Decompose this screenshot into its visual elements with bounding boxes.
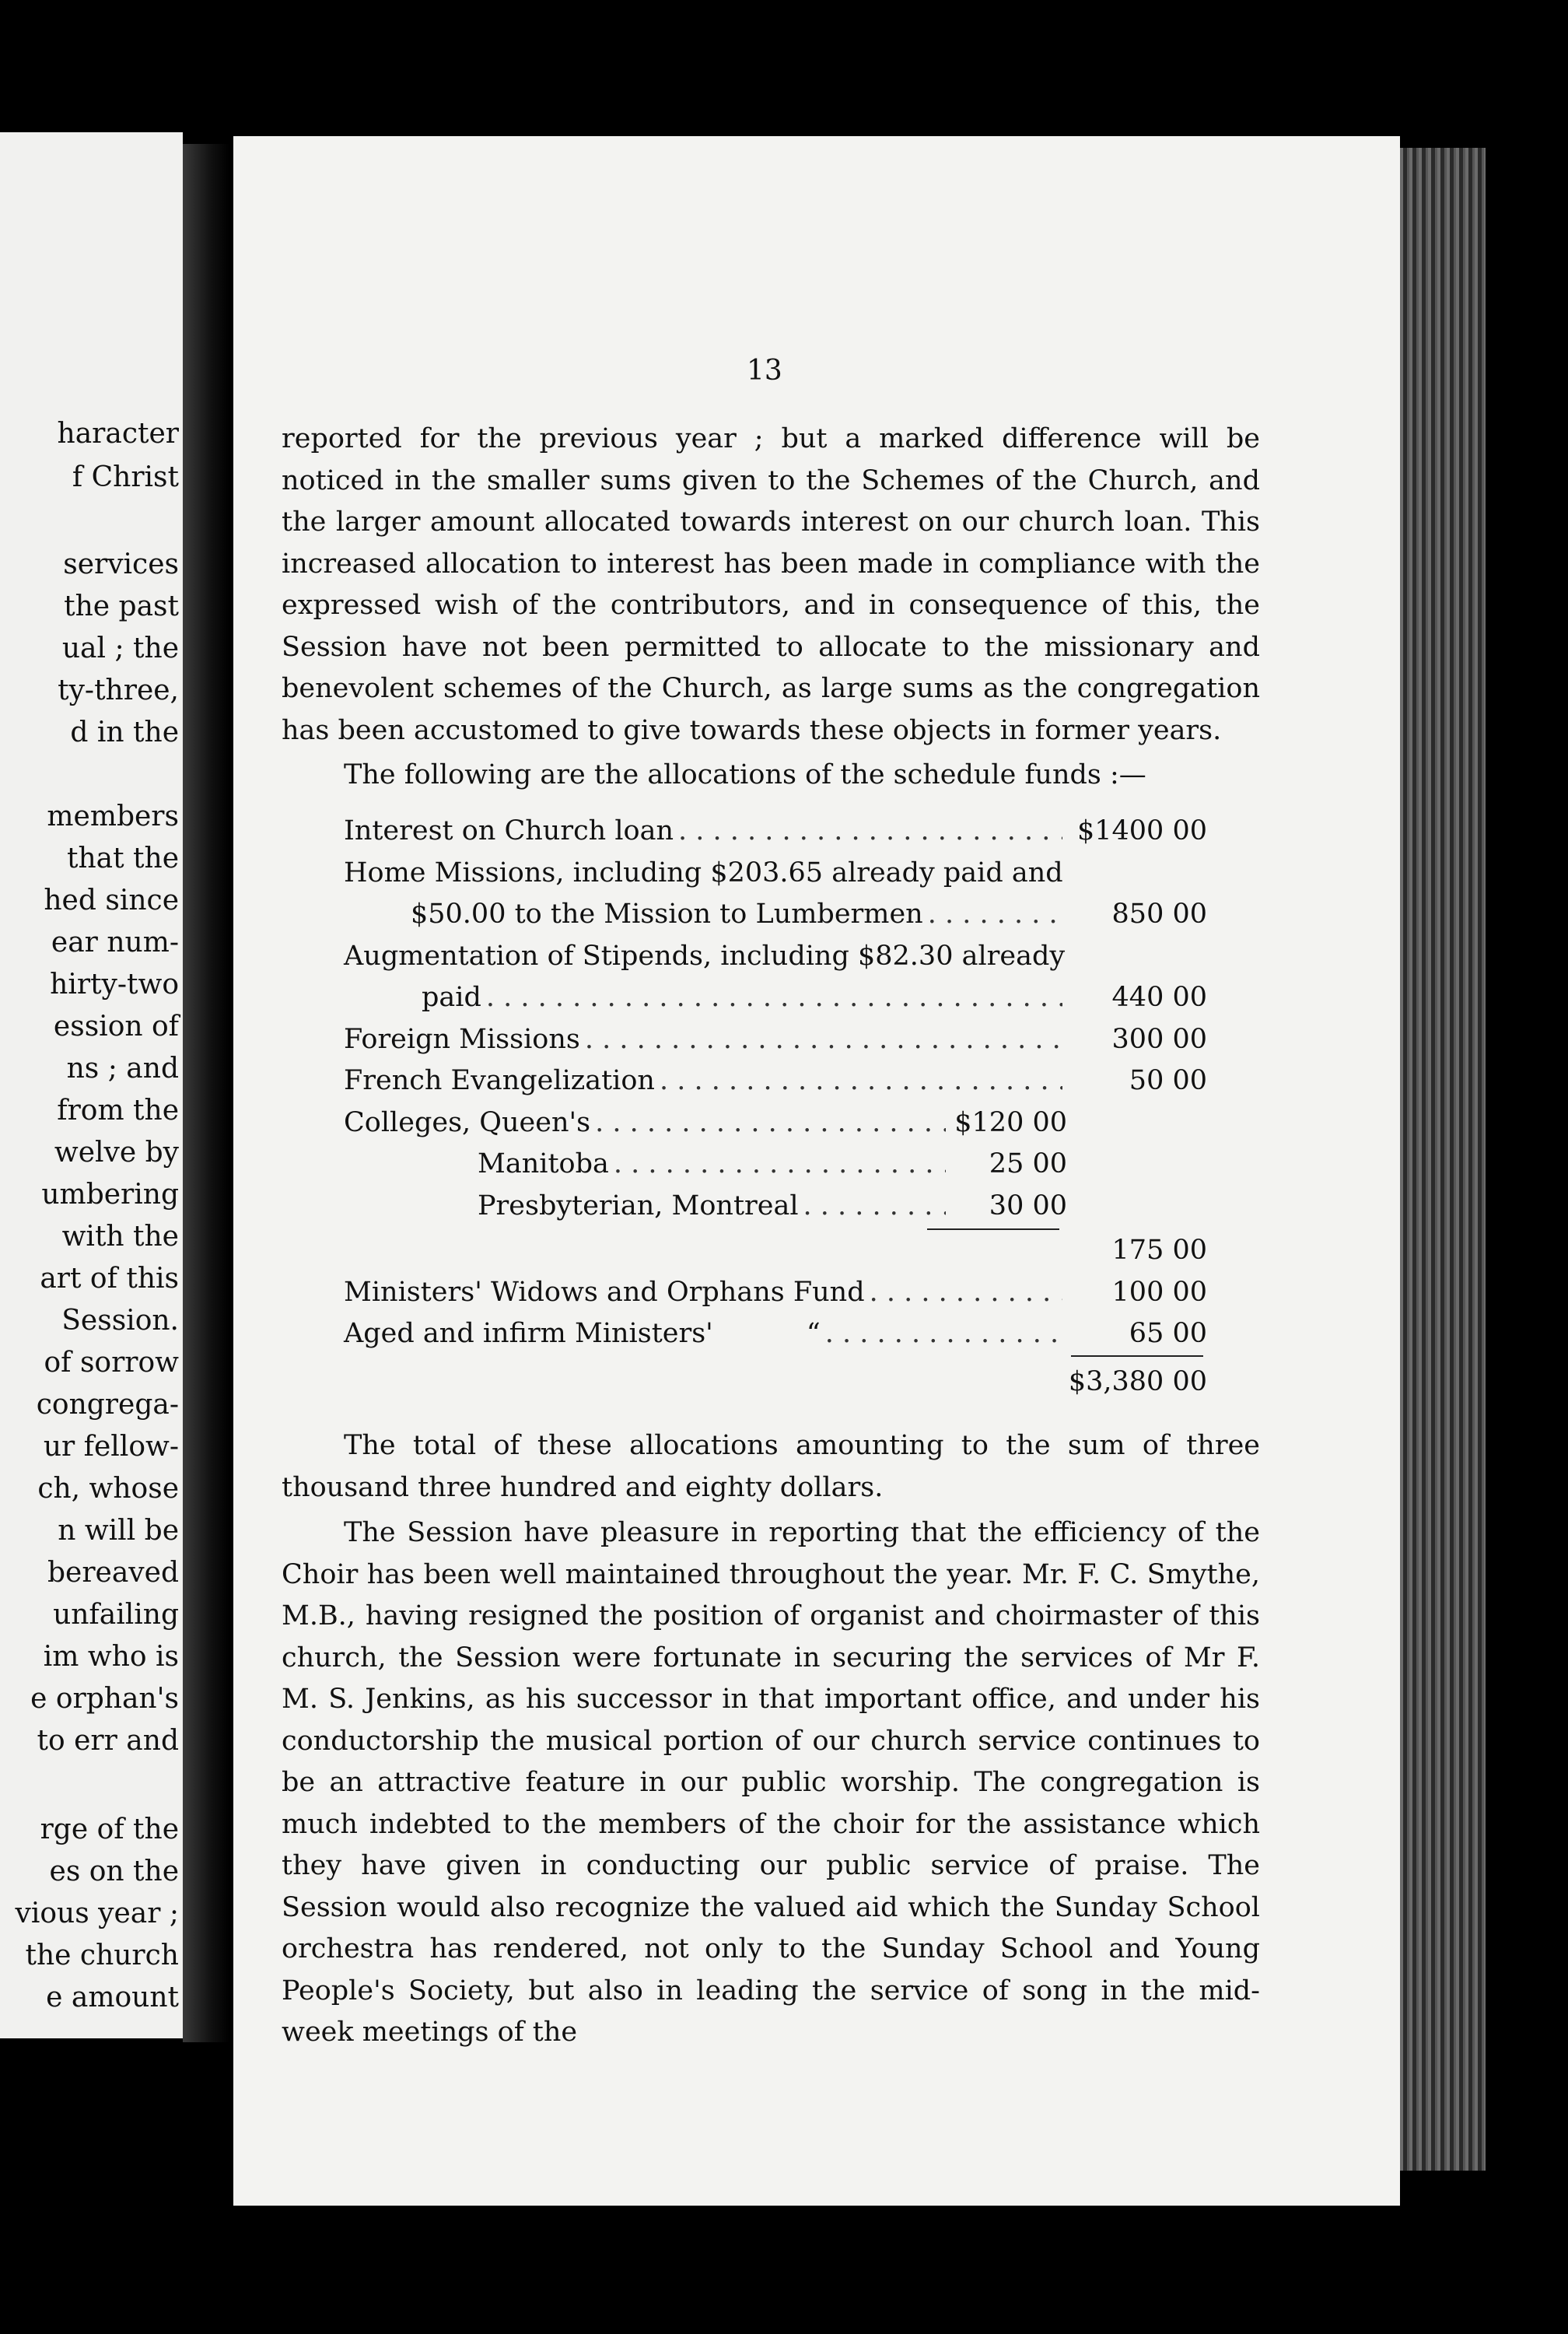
page-edges [1400,148,1486,2171]
left-line: haracter [57,418,179,450]
total-amount: $3,380 00 [1068,1365,1207,1397]
table-row: paid . . . 440 00 [344,977,1207,1019]
para3-text: The Session have pleasure in reporting that the efficiency of the Choir has been well maintained throughout the year. Mr. F. C. Smythe, M.B., having resigned the position of organist and choirmaster of this church, the Session were fortunate in securing the services of Mr F. M. S. Jenkins, as his successor in that important office, and under his conductorship the musical portion of our church service continues to be an attractive feature in our public worship. The congregation is much indebted to the members of the choir for the assistance which they have given in conducting our public service of praise. The Session would also recognize the valued aid which the Sunday School orchestra has rendered, not only to the Sunday School and Young People's Society, but also in leading the service of song in the mid-week meetings of the [282,1517,1260,2048]
left-line: e amount [46,1982,179,2013]
table-row: Home Missions, including $203.65 already paid and [344,857,1063,888]
left-line: n will be [58,1515,179,1547]
paragraph-1: reported for the previous year ; but a marked difference will be noticed in the smaller sums given to the Schemes of the Church, and the larger amount allocated towards interest on our church loan. This increased allocation to interest has been made in compliance with the expressed wish of the contributors, and in consequence of this, the Session have not been permitted to allocate to the missionary and benevolent schemes of the Church, as large sums as the congregation has been accustomed to give towards these objects in former years. [282,423,1260,746]
left-line: congrega- [36,1389,179,1421]
amount: 100 00 [1111,1276,1207,1308]
amount: 850 00 [1111,899,1207,930]
left-line: that the [67,843,179,874]
total-rule [1071,1355,1203,1357]
left-line: with the [61,1221,179,1253]
left-line: hed since [44,885,179,916]
left-line: es on the [49,1856,179,1887]
allocations-table [344,811,1207,1403]
paragraph-2 [282,1425,1260,1509]
left-line: Session. [61,1305,179,1337]
para2-text: The total of these allocations amounting to the sum of three thousand three hundred and eighty dollars. [282,1430,1260,1503]
amount: 65 00 [1129,1318,1207,1349]
left-line: im who is [43,1641,179,1673]
left-line: rge of the [40,1814,179,1845]
left-line: ty-three, [58,675,179,706]
left-line: from the [57,1095,179,1127]
left-page [0,132,183,2038]
left-line: ch, whose [37,1473,179,1505]
left-line: e orphan's [30,1683,179,1715]
left-line: the past [64,591,179,622]
table-row: French Evangelization . . . 50 00 [344,1060,1207,1102]
left-line: members [47,801,179,832]
left-line: services [63,548,179,580]
sub-amount: 25 00 [989,1148,1067,1179]
table-row: Ministers' Widows and Orphans Fund . . . 100 00 [344,1272,1207,1314]
left-line: of sorrow [44,1347,179,1379]
intro-text: The following are the allocations of the schedule funds :— [344,759,1146,790]
allocations-intro [282,755,1260,797]
left-line: umbering [41,1179,179,1211]
left-line: hirty-two [50,969,179,1001]
sub-amount: 30 00 [989,1190,1067,1221]
left-line: ession of [53,1011,179,1043]
table-row: Colleges, Queen's . . . $120 00 [344,1102,1207,1144]
amount: 300 00 [1111,1023,1207,1055]
left-line: art of this [40,1263,179,1295]
amount: 50 00 [1129,1065,1207,1096]
left-line: unfailing [53,1599,179,1631]
amount: 440 00 [1111,982,1207,1013]
ditto-mark: “ [806,1318,821,1349]
left-line: ur fellow- [43,1431,179,1463]
left-line: vious year ; [15,1898,179,1929]
table-row: Presbyterian, Montreal . . . 30 00 [344,1186,1207,1228]
sub-amount: $120 00 [954,1106,1067,1138]
book-gutter [183,144,229,2042]
table-row: Augmentation of Stipends, including $82.30 already [344,940,1066,972]
left-line: bereaved [47,1557,179,1589]
left-line: f Christ [72,461,179,493]
amount: $1400 00 [1076,815,1207,846]
table-row: $50.00 to the Mission to Lumbermen . . . 850 00 [344,894,1207,936]
left-line: d in the [70,717,179,748]
left-line: ear num- [51,927,179,958]
table-row: Manitoba . . . 25 00 [344,1144,1207,1186]
table-row: Interest on Church loan . . . $1400 00 [344,811,1207,853]
left-line: the church [25,1940,179,1971]
left-line: to err and [37,1725,179,1757]
table-row [344,1230,1207,1272]
table-row: Aged and infirm Ministers' “ . . . 65 00 [344,1313,1207,1355]
page-number: 13 [747,355,782,387]
paragraph-3 [282,1512,1260,2054]
left-line: ns ; and [66,1053,179,1085]
left-line: ual ; the [61,633,179,664]
amount: 175 00 [1111,1235,1207,1266]
left-line: welve by [54,1137,179,1169]
table-row: Foreign Missions . . . 300 00 [344,1019,1207,1061]
